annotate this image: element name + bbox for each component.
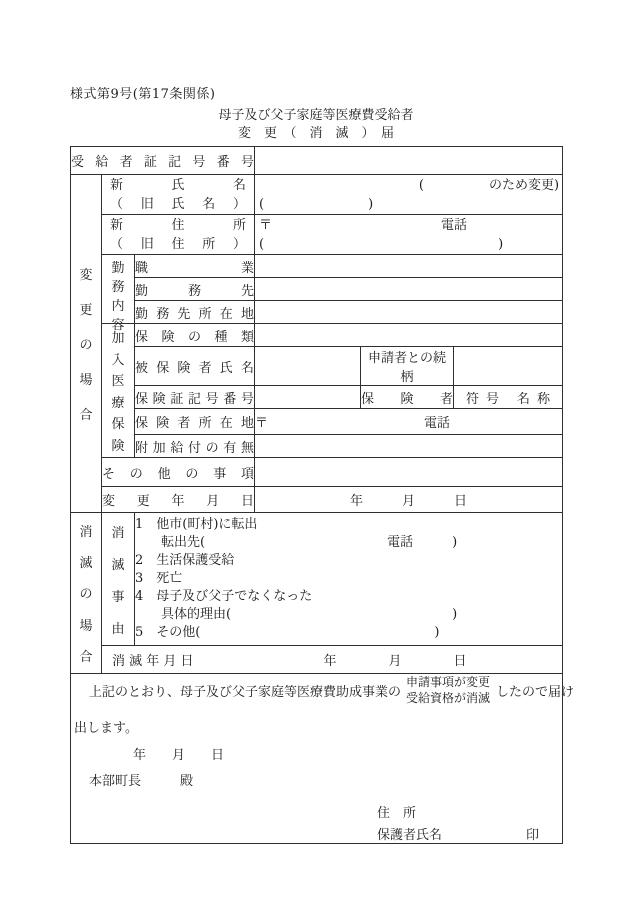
table-row [71,646,563,674]
insured-name-label: 被 保 険 者 氏 名 [135,347,255,386]
closing-options [406,674,490,706]
decease-section-label: 消 滅 の 場 合 [79,525,93,665]
employer-label: 勤 務 先 [135,278,255,301]
table-row [71,324,563,347]
table-row [71,386,563,409]
employer-value [255,278,563,301]
table-row [71,147,563,175]
closing-part2: したので届け [496,684,575,700]
occupation-value [255,255,563,278]
footer-cell [71,674,575,844]
address-label: 住 所 [377,806,417,821]
table-row [71,278,563,301]
work-group-cell [102,255,135,333]
decease-reason-list [135,513,563,646]
change-section-cell [71,175,102,513]
reason-item-1-detail: 転出先( 電話 ) [135,535,458,550]
closing-option-change: 申請事項が変更 [406,675,491,689]
benefit-value [255,435,563,458]
insurance-group-cell [102,324,135,458]
seal-label: 印 [525,828,539,843]
insurance-cert-number-label: 保 険 証 記 号 番 号 [135,386,255,409]
reason-item-3: 3 死亡 [135,571,183,586]
closing-part1: 上記のとおり、母子及び父子家庭等医療費助成事業の [89,684,402,700]
closing-sentence-line1 [71,674,575,706]
reason-item-5: 5 その他( ) [135,625,440,640]
closing-option-decease: 受給資格が消滅 [406,691,491,705]
insurer-address-label: 保 険 者 所 在 地 [135,409,255,435]
insurer-sub-label: 符号 名称 [454,386,563,409]
table-row [71,255,563,278]
new-name-label: 新 氏 名 [110,177,247,193]
closing-sentence-line2: 出します。 [74,721,138,736]
change-section-label: 変 更 の 場 合 [79,268,93,423]
table-row [71,347,563,386]
table-row [71,435,563,458]
reason-item-1: 1 他市(町村)に転出 [135,517,258,532]
old-name-value: ( ) [259,196,374,212]
work-group-label: 勤 務 内 容 [111,261,125,333]
decease-date-cell [102,646,563,674]
table-row [71,175,563,215]
benefit-label: 附 加 給 付 の 有 無 [135,435,255,458]
decease-reason-label: 消 滅 事 由 [111,525,125,637]
insurer-address-value: 〒 電話 [255,409,563,435]
old-address-value: ( ) [259,236,504,252]
form-title-line2: 変 更 （ 消 滅 ） 届 [237,126,394,141]
relation-value [454,347,563,386]
occupation-label: 職 業 [135,255,255,278]
new-name-label-cell [102,175,255,215]
new-address-label-cell [102,215,255,255]
guardian-name-label: 保護者氏名 [377,828,443,843]
insurance-type-value [255,324,563,347]
old-name-label: （ 旧 氏 名 ） [110,196,247,212]
employer-address-value [255,301,563,324]
insured-name-value [255,347,361,386]
decease-reason-cell [102,513,135,646]
other-matters-label: そ の 他 の 事 項 [102,458,255,487]
employer-address-label: 勤 務 先 所 在 地 [135,301,255,324]
decease-date-value: 年 月 日 [323,654,467,669]
form-title-block [70,107,562,142]
table-row [71,458,563,487]
reason-item-4: 4 母子及び父子でなくなった [135,589,313,604]
table-row [71,301,563,324]
footer-date-line: 年 月 日 [133,748,225,763]
change-date-value: 年 月 日 [255,487,563,513]
table-row [71,674,563,844]
insurance-type-label: 保 険 の 種 類 [135,324,255,347]
insurance-cert-number-value [255,386,361,409]
name-change-reason-value: ( のため変更) [418,177,560,193]
guardian-line [377,824,539,843]
reason-item-4-detail: 具体的理由( ) [135,607,458,622]
recipient-cert-number-value [255,147,563,175]
decease-date-label: 消 滅 年 月 日 [112,654,194,669]
table-row [71,215,563,255]
new-address-label: 新 住 所 [110,217,247,233]
new-name-value-cell [255,175,563,215]
new-address-value-cell [255,215,563,255]
form-table [70,146,575,844]
old-address-label: （ 旧 住 所 ） [110,236,247,252]
relation-label: 申請者との続柄 [361,347,454,386]
table-row [71,409,563,435]
table-row [71,513,563,646]
new-address-value: 〒 電話 [259,217,468,233]
form-title-line1: 母子及び父子家庭等医療費受給者 [218,108,414,123]
change-date-label: 変 更 年 月 日 [102,487,255,513]
signature-block [377,802,539,843]
recipient-cert-number-label: 受 給 者 証 記 号 番 号 [71,147,255,175]
form-number: 様式第9号(第17条関係) [70,87,216,102]
other-matters-value [255,458,563,487]
decease-section-cell [71,513,102,674]
decease-date-line [102,650,562,669]
insurance-group-label: 加 入 医 療 保 険 [111,331,125,454]
addressee-line: 本部町長 殿 [89,774,194,789]
reason-item-2: 2 生活保護受給 [135,553,235,568]
table-row [71,487,563,513]
insurer-label: 保 険 者 [361,386,454,409]
